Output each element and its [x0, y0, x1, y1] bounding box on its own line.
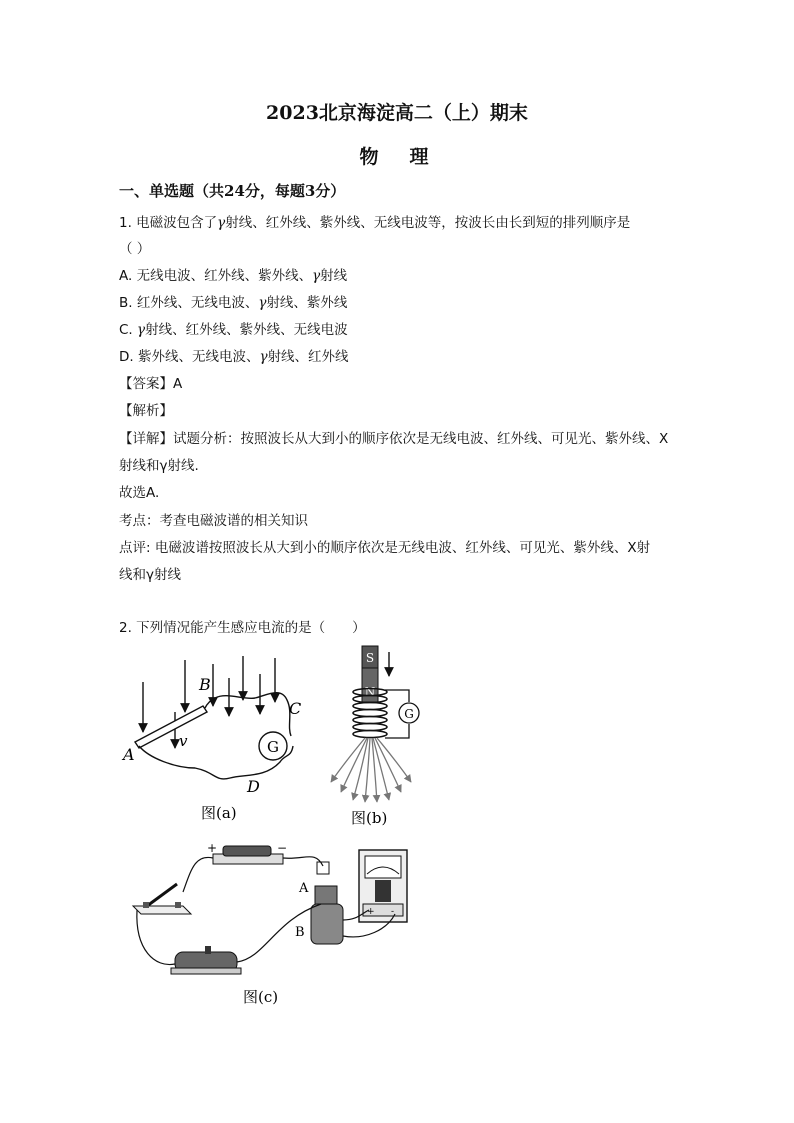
field-lines: [331, 738, 411, 802]
figure-b-caption: 图(b): [351, 809, 388, 827]
north-label: N: [364, 685, 376, 699]
option-text: 射线、红外线、紫外线、无线电波: [145, 322, 348, 338]
gamma-symbol: γ: [259, 349, 268, 365]
q1-detail-line2: 射线和γ射线.: [119, 458, 199, 474]
option-text: 射线、紫外线: [266, 295, 348, 311]
q1-option-a: [119, 267, 347, 285]
q1-analysis-label: 【解析】: [119, 403, 173, 419]
coil-b-icon: [311, 904, 343, 944]
south-label: S: [365, 651, 375, 665]
gamma-symbol: γ: [217, 215, 226, 231]
conducting-rod: [135, 706, 207, 748]
q1-option-c: [119, 321, 348, 339]
q2-stem: 2. 下列情况能产生感应电流的是（ ）: [119, 620, 366, 636]
answer-label: 【答案】: [119, 376, 173, 392]
coil: [353, 689, 387, 738]
figure-c-caption: 图(c): [243, 988, 279, 1006]
option-text: 紫外线、无线电波、: [137, 349, 260, 365]
label-b: B: [199, 675, 211, 694]
q1-option-d: [119, 348, 349, 366]
q1-blank: （ ）: [119, 241, 151, 257]
option-text: 射线: [320, 268, 348, 284]
option-text: 射线、红外线: [267, 349, 349, 365]
option-letter: C.: [119, 322, 133, 338]
q1-kaodian: 考点：考查电磁波谱的相关知识: [119, 513, 308, 529]
figure-a: [115, 650, 325, 825]
battery-minus: −: [277, 841, 288, 855]
battery-plus: +: [207, 841, 218, 855]
meter-plus: +: [367, 907, 375, 917]
q1-stem-post: 射线、红外线、紫外线、无线电波等，按波长由长到短的排列顺序是: [225, 215, 631, 231]
q1-option-b: [119, 294, 347, 312]
q1-stem-pre: 1. 电磁波包含了: [119, 215, 218, 231]
q1-dianping-line2: 线和γ射线: [119, 567, 181, 583]
galvanometer-label: G: [267, 738, 279, 756]
label-d: D: [247, 777, 260, 796]
q1-answer: [119, 375, 182, 393]
label-coil-b: B: [295, 925, 305, 940]
label-c: C: [289, 699, 302, 718]
section-heading: 一、单选题（共24分，每题3分）: [119, 182, 346, 200]
gamma-symbol: γ: [137, 322, 146, 338]
label-a: A: [123, 745, 135, 764]
answer-value: A: [173, 376, 183, 392]
meter-minus: -: [391, 907, 395, 917]
option-letter: A.: [119, 268, 133, 284]
document-title: 2023北京海淀高二（上）期末: [266, 102, 528, 124]
switch-lever-icon: [147, 884, 177, 906]
figure-a-caption: 图(a): [201, 804, 237, 822]
q1-detail-line1: 【详解】试题分析：按照波长从大到小的顺序依次是无线电波、红外线、可见光、紫外线、X: [119, 431, 669, 447]
option-text: 红外线、无线电波、: [136, 295, 259, 311]
figure-c: [125, 840, 425, 1015]
battery-icon: [223, 846, 271, 856]
figure-b: [325, 642, 435, 832]
option-text: 无线电波、红外线、紫外线、: [136, 268, 313, 284]
q1-conclusion: 故选A.: [119, 485, 160, 501]
q1-stem: [119, 214, 630, 232]
option-letter: D.: [119, 349, 134, 365]
gamma-symbol: γ: [312, 268, 321, 284]
gamma-symbol: γ: [258, 295, 267, 311]
subject-title: 物 理: [359, 146, 435, 168]
switch-base: [133, 906, 191, 914]
q1-dianping-line1: 点评: 电磁波谱按照波长从大到小的顺序依次是无线电波、红外线、可见光、紫外线、X射: [119, 540, 651, 556]
option-letter: B.: [119, 295, 133, 311]
galvanometer-label: G: [404, 707, 414, 721]
velocity-label: v: [179, 732, 188, 750]
label-coil-a: A: [299, 881, 309, 896]
